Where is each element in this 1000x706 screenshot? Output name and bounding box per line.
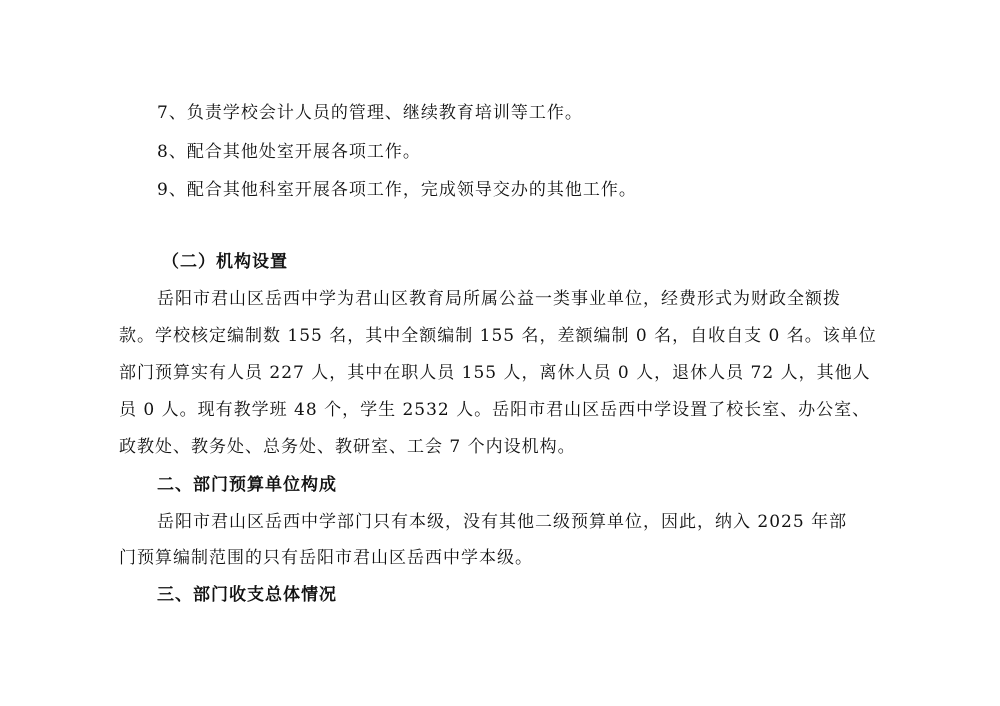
section-heading-three: 三、部门收支总体情况 xyxy=(157,585,337,605)
org-paragraph-line-1: 岳阳市君山区岳西中学为君山区教育局所属公益一类事业单位，经费形式为财政全额拨 xyxy=(157,289,841,309)
org-paragraph-line-4: 员 0 人。现有教学班 48 个，学生 2532 人。岳阳市君山区岳西中学设置了校长室、办公室、 xyxy=(119,400,871,420)
section-heading-org: （二）机构设置 xyxy=(162,252,288,272)
list-item-7: 7、负责学校会计人员的管理、继续教育培训等工作。 xyxy=(157,103,583,123)
section-two-line-1: 岳阳市君山区岳西中学部门只有本级，没有其他二级预算单位，因此，纳入 2025 年部 xyxy=(157,512,848,532)
list-item-9: 9、配合其他科室开展各项工作，完成领导交办的其他工作。 xyxy=(157,180,637,200)
org-paragraph-line-3: 部门预算实有人员 227 人，其中在职人员 155 人，离休人员 0 人，退休人员 72 人，其他人 xyxy=(119,363,871,383)
section-heading-two: 二、部门预算单位构成 xyxy=(157,475,337,495)
section-two-line-2: 门预算编制范围的只有岳阳市君山区岳西中学本级。 xyxy=(119,548,533,568)
list-item-8: 8、配合其他处室开展各项工作。 xyxy=(157,142,421,162)
org-paragraph-line-2: 款。学校核定编制数 155 名，其中全额编制 155 名，差额编制 0 名，自收自支 0 名。该单位 xyxy=(119,326,877,346)
org-paragraph-line-5: 政教处、教务处、总务处、教研室、工会 7 个内设机构。 xyxy=(119,437,576,457)
